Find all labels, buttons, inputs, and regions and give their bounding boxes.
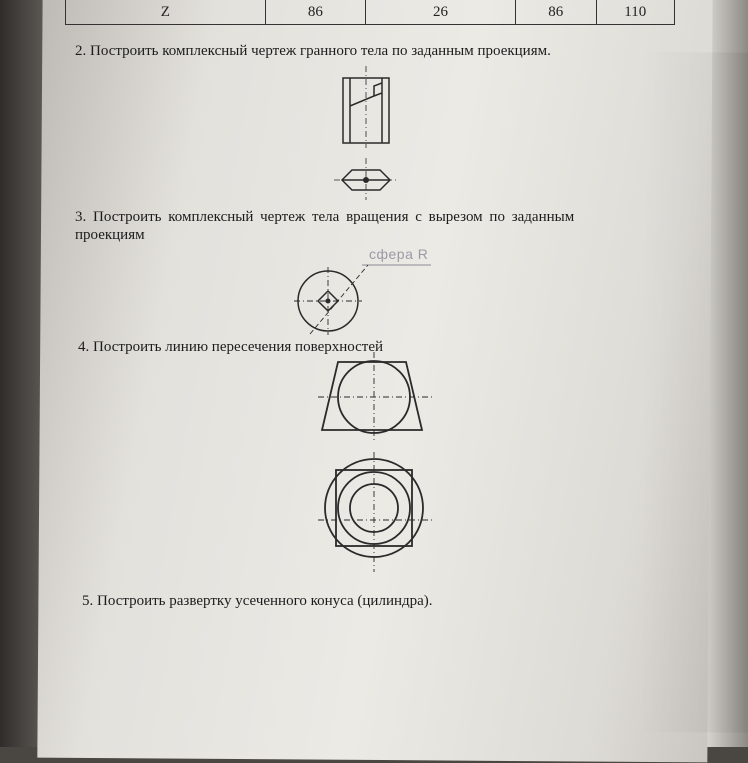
task-3-line-1: 3. Построить комплексный чертеж тела вращения с вырезом по заданным xyxy=(75,209,575,225)
task-4-text: 4. Построить линию пересечения поверхностей xyxy=(78,339,384,355)
task-4-intersection-drawing xyxy=(318,352,438,584)
table-cell-value: 86 xyxy=(515,0,595,24)
paper-shadow xyxy=(638,52,748,733)
task-3-line-2: проекциям xyxy=(75,227,145,243)
task-3-text xyxy=(75,208,665,244)
coordinates-table-row xyxy=(65,0,675,25)
table-cell-value: 86 xyxy=(265,0,365,24)
task-2-text: 2. Построить комплексный чертеж гранного тела по заданным проекциям. xyxy=(75,43,551,59)
task-5-text: 5. Построить развертку усеченного конуса (цилиндра). xyxy=(82,593,433,609)
task-2-prism-drawing xyxy=(330,66,410,206)
table-cell-value: 110 xyxy=(596,0,675,24)
task-3-sphere-drawing xyxy=(290,250,440,340)
sphere-radius-annotation: сфера R xyxy=(369,246,429,262)
table-cell-label: Z xyxy=(65,0,265,24)
table-cell-value: 26 xyxy=(365,0,515,24)
